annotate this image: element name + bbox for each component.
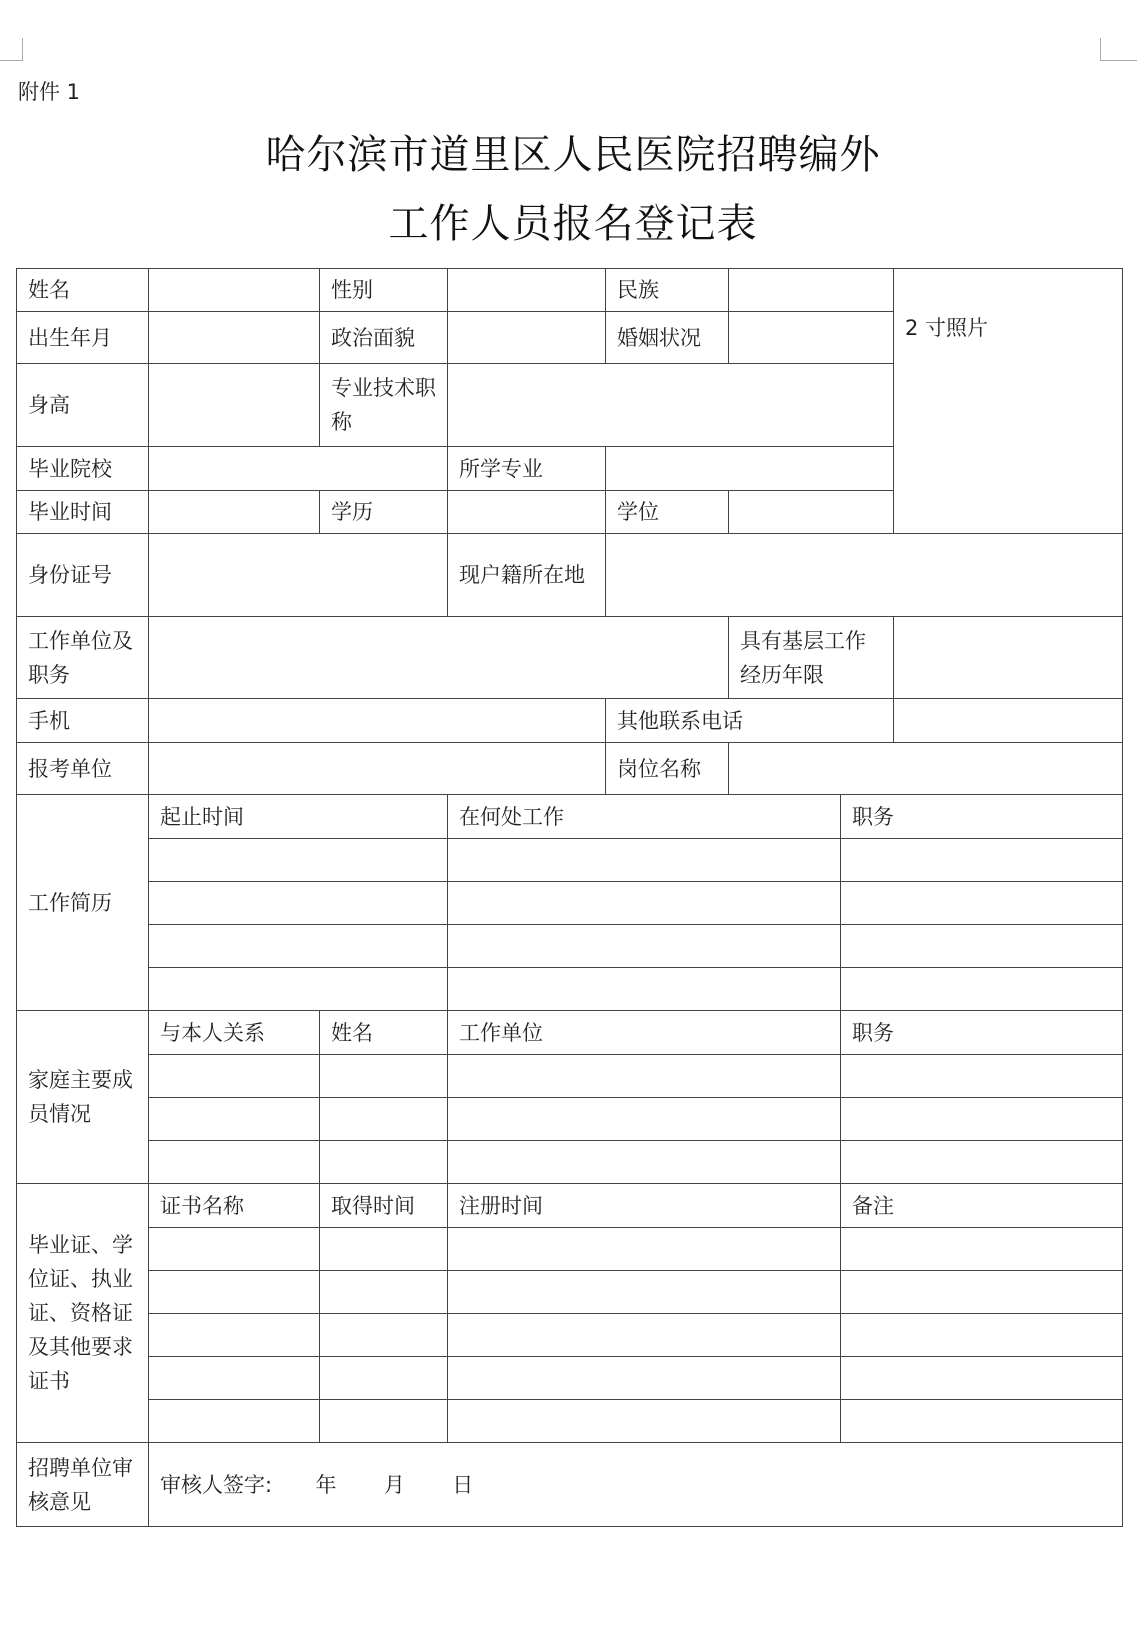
family-duty-cell[interactable] [841, 1055, 1123, 1098]
attachment-label: 附件 1 [18, 80, 81, 104]
family-relation-cell[interactable] [149, 1098, 320, 1141]
cert-registered-cell[interactable] [448, 1400, 841, 1443]
registration-form-table [16, 268, 1123, 1527]
political-field[interactable] [448, 312, 606, 364]
review-label: 招聘单位审核意见 [17, 1443, 149, 1527]
family-relation-header: 与本人关系 [149, 1011, 320, 1055]
work-history-row [17, 925, 1123, 968]
major-field[interactable] [606, 447, 894, 491]
other-phone-label: 其他联系电话 [606, 699, 894, 743]
cert-note-cell[interactable] [841, 1357, 1123, 1400]
major-label: 所学专业 [448, 447, 606, 491]
work-duty-cell[interactable] [841, 882, 1123, 925]
education-field[interactable] [448, 491, 606, 534]
crop-mark-top-left [0, 38, 23, 61]
cert-registered-cell[interactable] [448, 1314, 841, 1357]
work-place-header: 在何处工作 [448, 795, 841, 839]
marital-field[interactable] [729, 312, 894, 364]
family-unit-cell[interactable] [448, 1098, 841, 1141]
certificate-row [17, 1357, 1123, 1400]
cert-name-header: 证书名称 [149, 1184, 320, 1228]
employer-field[interactable] [149, 617, 729, 699]
family-row [17, 1141, 1123, 1184]
work-history-row [17, 882, 1123, 925]
work-history-label: 工作简历 [17, 795, 149, 1011]
gender-label: 性别 [320, 269, 448, 312]
degree-label: 学位 [606, 491, 729, 534]
crop-mark-top-right [1100, 38, 1137, 61]
cert-obtained-cell[interactable] [320, 1357, 448, 1400]
cert-name-cell[interactable] [149, 1271, 320, 1314]
work-period-cell[interactable] [149, 839, 448, 882]
work-period-cell[interactable] [149, 882, 448, 925]
cert-note-cell[interactable] [841, 1228, 1123, 1271]
review-year: 年 [315, 1472, 337, 1497]
cert-obtained-header: 取得时间 [320, 1184, 448, 1228]
certificate-row [17, 1400, 1123, 1443]
school-field[interactable] [149, 447, 448, 491]
work-place-cell[interactable] [448, 968, 841, 1011]
cert-note-header: 备注 [841, 1184, 1123, 1228]
work-period-cell[interactable] [149, 925, 448, 968]
reviewer-signature-label: 审核人签字: [160, 1472, 273, 1497]
cert-note-cell[interactable] [841, 1314, 1123, 1357]
family-relation-cell[interactable] [149, 1055, 320, 1098]
photo-placeholder[interactable]: 2 寸照片 [894, 269, 1123, 534]
form-title-line2: 工作人员报名登记表 [388, 201, 758, 247]
work-duty-cell[interactable] [841, 839, 1123, 882]
education-label: 学历 [320, 491, 448, 534]
id-number-field[interactable] [149, 534, 448, 617]
review-day: 日 [452, 1472, 474, 1497]
family-name-header: 姓名 [320, 1011, 448, 1055]
cert-name-cell[interactable] [149, 1357, 320, 1400]
cert-obtained-cell[interactable] [320, 1271, 448, 1314]
family-row [17, 1055, 1123, 1098]
cert-registered-cell[interactable] [448, 1357, 841, 1400]
mobile-field[interactable] [149, 699, 606, 743]
review-field[interactable] [149, 1443, 1123, 1527]
cert-registered-cell[interactable] [448, 1271, 841, 1314]
ethnicity-label: 民族 [606, 269, 729, 312]
certificate-row [17, 1271, 1123, 1314]
degree-field[interactable] [729, 491, 894, 534]
cert-obtained-cell[interactable] [320, 1228, 448, 1271]
work-history-row [17, 968, 1123, 1011]
certificate-row [17, 1228, 1123, 1271]
professional-title-field[interactable] [448, 364, 894, 447]
household-field[interactable] [606, 534, 1123, 617]
work-place-cell[interactable] [448, 882, 841, 925]
work-place-cell[interactable] [448, 925, 841, 968]
family-label: 家庭主要成员情况 [17, 1011, 149, 1184]
cert-registered-header: 注册时间 [448, 1184, 841, 1228]
birth-field[interactable] [149, 312, 320, 364]
cert-note-cell[interactable] [841, 1271, 1123, 1314]
work-duty-cell[interactable] [841, 925, 1123, 968]
employer-label: 工作单位及职务 [17, 617, 149, 699]
family-unit-cell[interactable] [448, 1055, 841, 1098]
grassroots-label: 具有基层工作经历年限 [729, 617, 894, 699]
grad-time-field[interactable] [149, 491, 320, 534]
ethnicity-field[interactable] [729, 269, 894, 312]
school-label: 毕业院校 [17, 447, 149, 491]
name-label: 姓名 [17, 269, 149, 312]
family-name-cell[interactable] [320, 1141, 448, 1184]
cert-name-cell[interactable] [149, 1228, 320, 1271]
certificate-row [17, 1314, 1123, 1357]
gender-field[interactable] [448, 269, 606, 312]
grad-time-label: 毕业时间 [17, 491, 149, 534]
other-phone-field[interactable] [894, 699, 1123, 743]
marital-label: 婚姻状况 [606, 312, 729, 364]
apply-unit-field[interactable] [149, 743, 606, 795]
work-duty-cell[interactable] [841, 968, 1123, 1011]
height-field[interactable] [149, 364, 320, 447]
family-unit-header: 工作单位 [448, 1011, 841, 1055]
position-field[interactable] [729, 743, 1123, 795]
family-name-cell[interactable] [320, 1098, 448, 1141]
professional-title-label: 专业技术职称 [320, 364, 448, 447]
cert-note-cell[interactable] [841, 1400, 1123, 1443]
family-duty-cell[interactable] [841, 1141, 1123, 1184]
work-period-cell[interactable] [149, 968, 448, 1011]
household-label: 现户籍所在地 [448, 534, 606, 617]
birth-label: 出生年月 [17, 312, 149, 364]
position-label: 岗位名称 [606, 743, 729, 795]
grassroots-field[interactable] [894, 617, 1123, 699]
cert-registered-cell[interactable] [448, 1228, 841, 1271]
work-period-header: 起止时间 [149, 795, 448, 839]
height-label: 身高 [17, 364, 149, 447]
family-relation-cell[interactable] [149, 1141, 320, 1184]
cert-name-cell[interactable] [149, 1400, 320, 1443]
id-number-label: 身份证号 [17, 534, 149, 617]
family-unit-cell[interactable] [448, 1141, 841, 1184]
review-month: 月 [383, 1472, 405, 1497]
apply-unit-label: 报考单位 [17, 743, 149, 795]
family-name-cell[interactable] [320, 1055, 448, 1098]
family-duty-cell[interactable] [841, 1098, 1123, 1141]
cert-name-cell[interactable] [149, 1314, 320, 1357]
work-history-row [17, 839, 1123, 882]
work-place-cell[interactable] [448, 839, 841, 882]
certificates-label: 毕业证、学位证、执业证、资格证及其他要求证书 [17, 1184, 149, 1443]
political-label: 政治面貌 [320, 312, 448, 364]
family-row [17, 1098, 1123, 1141]
name-field[interactable] [149, 269, 320, 312]
mobile-label: 手机 [17, 699, 149, 743]
cert-obtained-cell[interactable] [320, 1400, 448, 1443]
family-duty-header: 职务 [841, 1011, 1123, 1055]
form-title-line1: 哈尔滨市道里区人民医院招聘编外 [265, 132, 881, 178]
cert-obtained-cell[interactable] [320, 1314, 448, 1357]
work-duty-header: 职务 [841, 795, 1123, 839]
